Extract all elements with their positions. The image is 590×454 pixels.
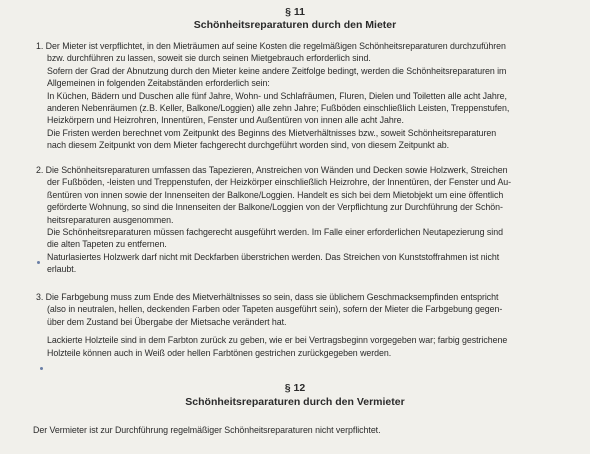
section-12-number: § 12 bbox=[284, 382, 306, 394]
section-11-item-3 bbox=[36, 291, 507, 359]
text-line: Die Schönheitsreparaturen müssen fachgerecht ausgeführt werden. Im Falle einer erforderlichen Neutapezierung sind bbox=[47, 227, 503, 238]
text-line: 1. Der Mieter ist verpflichtet, in den Mieträumen auf seine Kosten die regelmäßigen Schönheitsreparaturen durchzuführen bbox=[36, 41, 506, 51]
section-12-title: Schönheitsreparaturen durch den Vermieter bbox=[185, 396, 405, 408]
scan-mark bbox=[40, 367, 43, 370]
text-line: Sofern der Grad der Abnutzung durch den Mieter keine andere Zeitfolge bedingt, werden die Schönheitsreparaturen im bbox=[47, 65, 507, 76]
section-11-number: § 11 bbox=[285, 6, 305, 18]
text-line: 2. Die Schönheitsreparaturen umfassen das Tapezieren, Anstreichen von Wänden und Decken sowie Holzwerk, Streichen bbox=[36, 165, 508, 175]
text-line: Holzteile können auch in Weiß oder hellen Farbtönen gestrichen zurückgegeben werden. bbox=[47, 347, 392, 358]
text-line: die alten Tapeten zu entfernen. bbox=[47, 239, 167, 250]
text-line: Die Fristen werden berechnet vom Zeitpunkt des Beginns des Mietverhältnisses bzw., soweit Schönheitsreparaturen bbox=[47, 127, 497, 138]
text-line: der Fußböden, -leisten und Treppenstufen, der Heizkörper einschließlich Heizrohre, der Innentüren, der Fenster und Au- bbox=[47, 177, 512, 188]
text-line: geförderte Wohnung, so sind die Innenseiten der Balkone/Loggien von der Verpflichtung zur Durchführung der Schön- bbox=[47, 202, 503, 213]
text-line: über dem Zustand bei Übergabe der Mietsache verändert hat. bbox=[47, 316, 287, 327]
text-line: Allgemeinen in folgenden Zeitabständen erforderlich sein: bbox=[47, 78, 270, 89]
text-line: 3. Die Farbgebung muss zum Ende des Mietverhältnisses so sein, dass sie üblichem Geschmacksempfinden entspricht bbox=[36, 292, 499, 302]
text-line: erlaubt. bbox=[47, 264, 77, 275]
text-line: ßentüren von innen sowie der Innenseiten der Balkone/Loggien. Handelt es sich bei dem Mietobjekt um eine öffentlich bbox=[47, 189, 504, 200]
section-12-text: Der Vermieter ist zur Durchführung regelmäßiger Schönheitsreparaturen nicht verpflichtet. bbox=[33, 425, 381, 435]
section-11-title: Schönheitsreparaturen durch den Mieter bbox=[193, 19, 397, 31]
text-line: In Küchen, Bädern und Duschen alle fünf Jahre, Wohn- und Schlafräumen, Fluren, Dielen und Toiletten alle acht Jahre, bbox=[47, 90, 507, 101]
scan-mark bbox=[37, 261, 40, 264]
text-line: anderen Nebenräumen (z.B. Keller, Balkone/Loggien) alle zehn Jahre; Fußböden einschließlich Leisten, Treppenstufen, bbox=[47, 103, 510, 114]
text-line: bzw. durchführen zu lassen, soweit sie durch seinen Mietgebrauch erforderlich sind. bbox=[47, 53, 371, 64]
text-line: Naturlasiertes Holzwerk darf nicht mit Deckfarben überstrichen werden. Das Streichen von Kunststoffrahmen ist nicht bbox=[47, 251, 500, 262]
text-line: Heizkörpern und Heizrohren, Innentüren, Fenster und Außentüren von innen alle acht Jahre. bbox=[47, 115, 404, 126]
section-11-item-2 bbox=[36, 164, 511, 276]
section-11-item-1 bbox=[36, 40, 509, 152]
text-line: (also in neutralen, hellen, deckenden Farben oder Tapeten ausgeführt sein), sofern der Mieter die Farbgebung gegen- bbox=[47, 304, 503, 315]
text-line: Lackierte Holzteile sind in dem Farbton zurück zu geben, wie er bei Vertragsbeginn vorgegeben war; farbig gestrichene bbox=[47, 335, 508, 346]
text-line: heitsreparaturen ausgenommen. bbox=[47, 214, 174, 225]
text-line: nach diesem Zeitpunkt von dem Mieter fachgerecht durchgeführt worden sind, von diesem Zeitpunkt ab. bbox=[47, 140, 450, 151]
